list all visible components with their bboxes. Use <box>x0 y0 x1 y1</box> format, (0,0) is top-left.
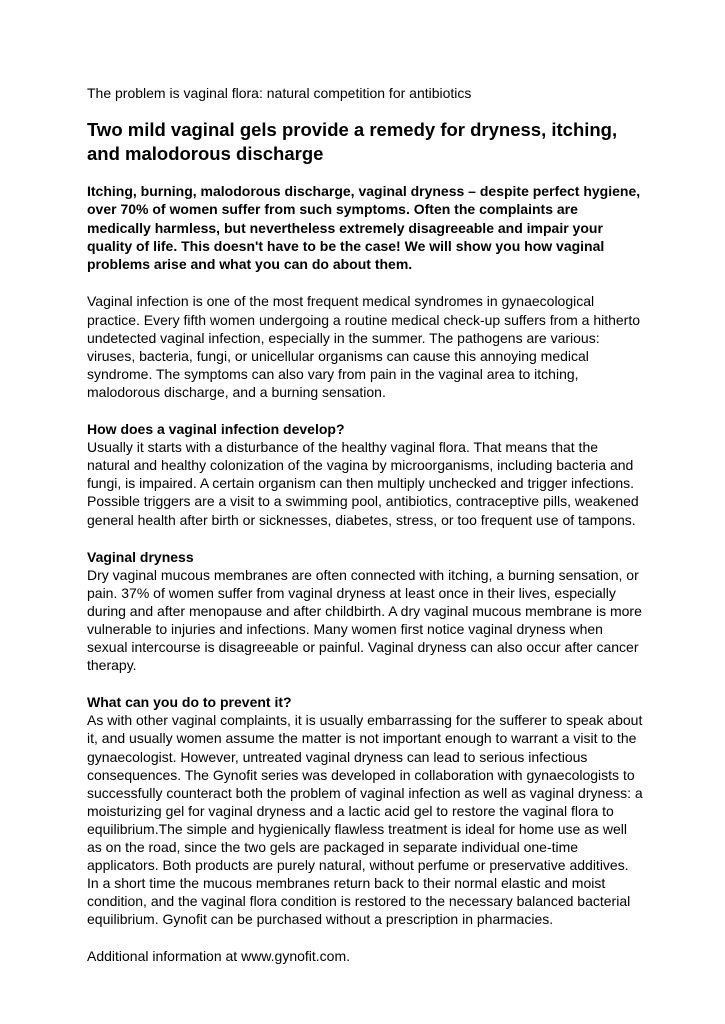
intro-paragraph: Vaginal infection is one of the most frequent medical syndromes in gynaecological practice. Every fifth women undergoing a routine medical check-up suffers from a hitherto undetected vaginal infection, especially in the summer. The pathogens are various: viruses, bacteria, fungi, or unicellular organisms can cause this annoying medical syndrome. The symptoms can also vary from pain in the vaginal area to itching, malodorous discharge, and a burning sensation. <box>87 293 641 400</box>
section-body: Usually it starts with a disturbance of the healthy vaginal flora. That means that the natural and healthy colonization of the vagina by microorganisms, including bacteria and fungi, is impaired. A certain organism can then multiply unchecked and trigger infections. Possible triggers are a visit to a swimming pool, antibiotics, contraceptive pills, weakened general health after birth or sicknesses, diabetes, stress, or too frequent use of tampons. <box>87 439 639 528</box>
section-heading: Vaginal dryness <box>87 548 194 565</box>
article-headline: Two mild vaginal gels provide a remedy for dryness, itching, and malodorous discharge <box>87 119 618 164</box>
kicker-line: The problem is vaginal flora: natural competition for antibiotics <box>87 85 472 101</box>
section-infection-development <box>87 420 643 529</box>
section-heading: What can you do to prevent it? <box>87 694 292 711</box>
additional-info-line: Additional information at www.gynofit.com. <box>87 948 351 965</box>
section-prevention <box>87 693 643 928</box>
lead-paragraph: Itching, burning, malodorous discharge, vaginal dryness – despite perfect hygiene, over 70% of women suffer from such symptoms. Often the complaints are medically harmless, but nevertheless extremely disagreeable and impair your quality of life. This doesn't have to be the case! We will show you how vaginal problems arise and what you can do about them. <box>87 183 641 273</box>
section-vaginal-dryness <box>87 548 643 675</box>
section-body: Dry vaginal mucous membranes are often connected with itching, a burning sensation, or pain. 37% of women suffer from vaginal dryness at least once in their lives, especially during and after menopause and after childbirth. A dry vaginal mucous membrane is more vulnerable to injuries and infections. Many women first notice vaginal dryness when sexual intercourse is disagreeable or painful. Vaginal dryness can also occur after cancer therapy. <box>87 566 642 674</box>
section-body: As with other vaginal complaints, it is usually embarrassing for the sufferer to speak about it, and usually women assume the matter is not important enough to warrant a visit to the gynaecologist. However, untreated vaginal dryness can lead to serious infectious consequences. The Gynofit series was developed in collaboration with gynaecologists to successfully counteract both the problem of vaginal infection as well as vaginal dryness: a moisturizing gel for vaginal dryness and a lactic acid gel to restore the vaginal flora to equilibrium.The simple and hygienically flawless treatment is ideal for home use as well as on the road, since the two gels are packaged in separate individual one-time applicators. Both products are purely natural, without perfume or preservative additives. In a short time the mucous membranes return back to their normal elastic and moist condition, and the vaginal flora condition is restored to the necessary balanced bacterial equilibrium. Gynofit can be purchased without a prescription in pharmacies. <box>87 712 643 928</box>
document-page <box>87 84 643 965</box>
section-heading: How does a vaginal infection develop? <box>87 421 345 438</box>
